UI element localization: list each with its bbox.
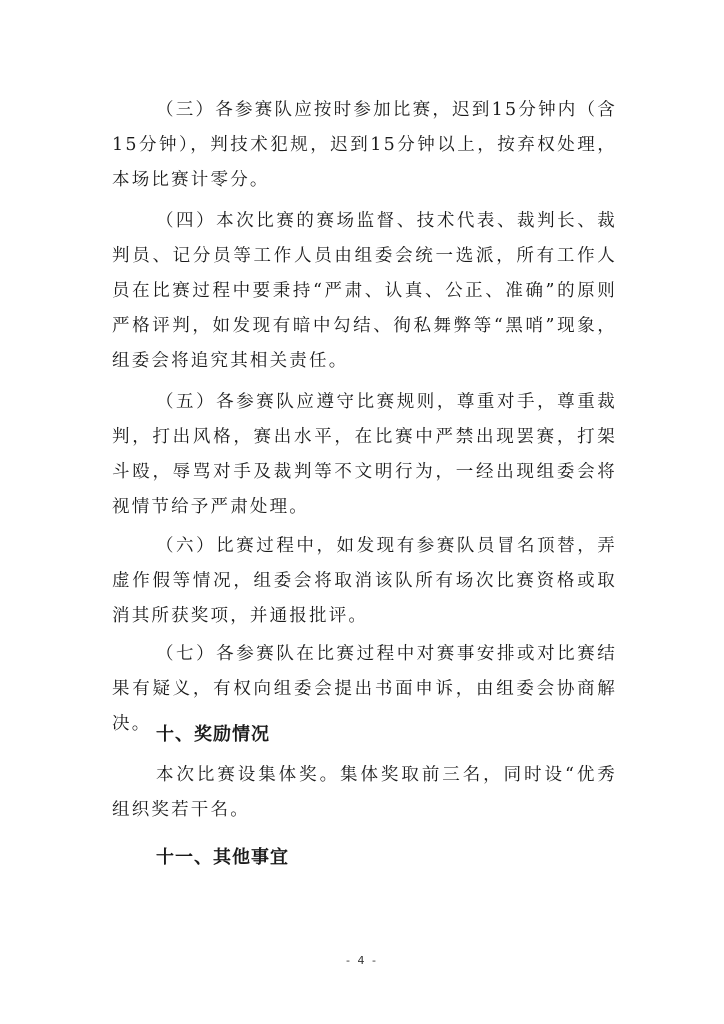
paragraph-awards: 本次比赛设集体奖。集体奖取前三名，同时设“优秀组织奖若干名。	[112, 765, 617, 820]
section-heading-awards: 十、奖励情况	[156, 724, 270, 745]
paragraph-rule-5: （五）各参赛队应遵守比赛规则，尊重对手，尊重裁判，打出风格，赛出水平，在比赛中严禁出现罢赛，打架斗殴，辱骂对手及裁判等不文明行为，一经出现组委会将视情节给予严肃处理。	[112, 392, 617, 517]
page-number: - 4 -	[346, 954, 378, 967]
section-heading-other-matters: 十一、其他事宜	[156, 847, 289, 868]
paragraph-rule-7: （七）各参赛队在比赛过程中对赛事安排或对比赛结果有疑义，有权向组委会提出书面申诉，由组委会协商解决。	[112, 644, 617, 734]
paragraph-rule-4: （四）本次比赛的赛场监督、技术代表、裁判长、裁判员、记分员等工作人员由组委会统一选派，所有工作人员在比赛过程中要秉持“严肃、认真、公正、准确”的原则严格评判，如发现有暗中勾结、徇私舞弊等“黑哨”现象，组委会将追究其相关责任。	[112, 211, 617, 371]
paragraph-rule-6: （六）比赛过程中，如发现有参赛队员冒名顶替，弄虚作假等情况，组委会将取消该队所有场次比赛资格或取消其所获奖项，并通报批评。	[112, 536, 617, 626]
paragraph-rule-3: （三）各参赛队应按时参加比赛，迟到15分钟内（含15分钟），判技术犯规，迟到15分钟以上，按弃权处理，本场比赛计零分。	[112, 100, 617, 190]
